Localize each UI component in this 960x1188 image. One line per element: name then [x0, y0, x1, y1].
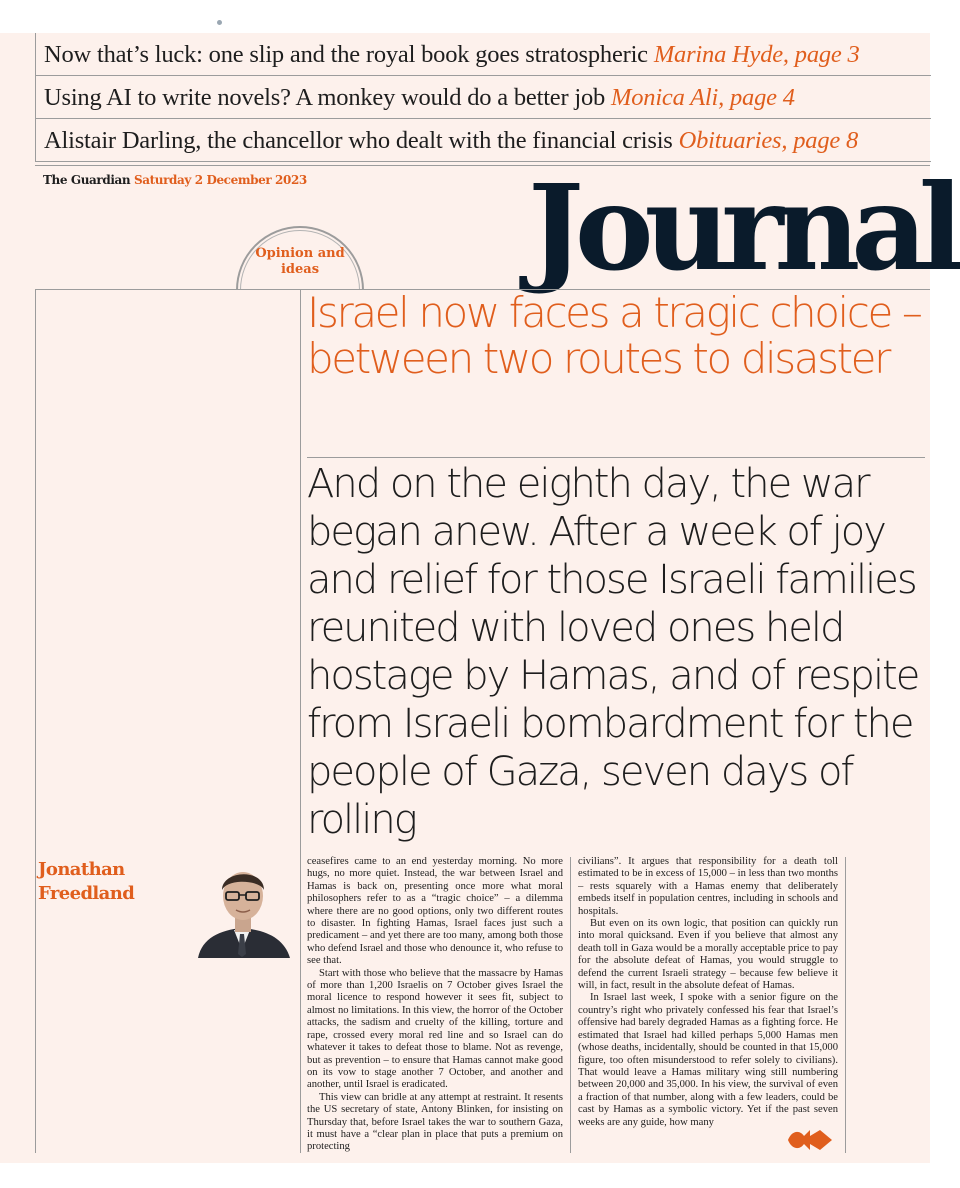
author-byline [38, 858, 158, 906]
paragraph: This view can bridle at any attempt at restraint. It resents the US secretary of state, Antony Blinken, for insisting on Thursday that, before Israel takes the war to southern Gaza, it must have a “clear plan in place that puts a premium on protecting [307, 1091, 563, 1153]
paragraph: In Israel last week, I spoke with a senior figure on the country’s right who privately confessed his fear that Israel’s offensive had barely degraded Hamas as a fighting force. He estimated that Israel had killed perhaps 5,000 Hamas men (whose deaths, incidentally, should be counted in that 15,000 figure, too often misunderstood to refer solely to civilians). That would leave a Hamas military wing still numbering between 20,000 and 35,000. In his view, the survival of even a fraction of that number, along with a few leaders, could be cast by Hamas as a symbolic victory. Yet if the past seven weeks are any guide, how many [578, 992, 838, 1128]
article-column-2 [578, 856, 838, 1156]
masthead-dateline [43, 173, 307, 187]
scan-dot [217, 20, 222, 25]
teaser-list [35, 33, 930, 162]
section-title: Journal [528, 158, 955, 297]
column-rule [300, 289, 301, 1153]
publication-name: The Guardian [43, 173, 131, 187]
continue-arrow-icon[interactable] [786, 1126, 834, 1154]
teaser-headline: Now that’s luck: one slip and the royal book goes stratospheric [44, 41, 648, 68]
paragraph: Start with those who believe that the massacre by Hamas of more than 1,200 Israelis on 7 October gives Israel the moral licence to respond however it sees fit, subject to almost no limitations. In this view, the horror of the October attacks, the sadism and cruelty of the killing, torture and rape, crossed every moral red line and so Israel can do whatever it takes to defeat those to blame. Not as revenge, but as prevention – to ensure that Hamas cannot make good on its vow to stage another 7 October, and another and another, until Israel is eradicated. [307, 967, 563, 1091]
badge-label: Opinion and ideas [255, 246, 345, 277]
article-column-1 [307, 856, 563, 1156]
opinion-badge [236, 226, 364, 290]
article-standfirst: And on the eighth day, the war began anew. After a week of joy and relief for those Israeli families reunited with loved ones held hostage by Hamas, and of respite from Israeli bombardment for the people of Gaza, seven days of rolling [307, 461, 919, 843]
teaser-headline: Using AI to write novels? A monkey would do a better job [44, 84, 606, 111]
column-rule [845, 857, 846, 1153]
paragraph: ceasefires came to an end yesterday morning. No more hugs, no more quiet. Instead, the war between Israel and Hamas is back on, presenting once more what moral philosophers refer to as a “tragic choice” – a dilemma where there are no good options, only two different routes to disaster. In fighting Hamas, Israel faces just such a predicament – and yet there are too many, among both those who defend Israel and those who denounce it, who refuse to see that. [307, 856, 563, 967]
paragraph: But even on its own logic, that position can quickly run into moral quicksand. Even if you believe that almost any death toll in Gaza would be a morally acceptable price to pay for the absolute defeat of Hamas, you would struggle to defend the current Israeli strategy – because few believe it will, in fact, result in the absolute defeat of Hamas. [578, 918, 838, 992]
teaser-1[interactable] [36, 33, 931, 76]
author-name: Jonathan Freedland [38, 859, 135, 904]
divider [307, 457, 925, 458]
teaser-3[interactable] [36, 119, 931, 162]
teaser-source: Monica Ali, page 4 [611, 84, 795, 111]
article-headline: Israel now faces a tragic choice – between two routes to disaster [307, 288, 921, 383]
column-rule [570, 857, 571, 1153]
column-rule [35, 289, 36, 1153]
teaser-2[interactable] [36, 76, 931, 119]
issue-date: Saturday 2 December 2023 [133, 173, 307, 187]
paragraph: civilians”. It argues that responsibility for a death toll estimated to be in excess of 15,000 – in less than two months – rests squarely with a Hamas enemy that deliberately embeds itself in population centres, including in schools and hospitals. [578, 856, 838, 917]
teaser-source: Marina Hyde, page 3 [653, 41, 860, 68]
teaser-headline: Alistair Darling, the chancellor who dealt with the financial crisis [44, 127, 673, 154]
author-portrait [192, 858, 294, 958]
teaser-source: Obituaries, page 8 [678, 127, 859, 154]
